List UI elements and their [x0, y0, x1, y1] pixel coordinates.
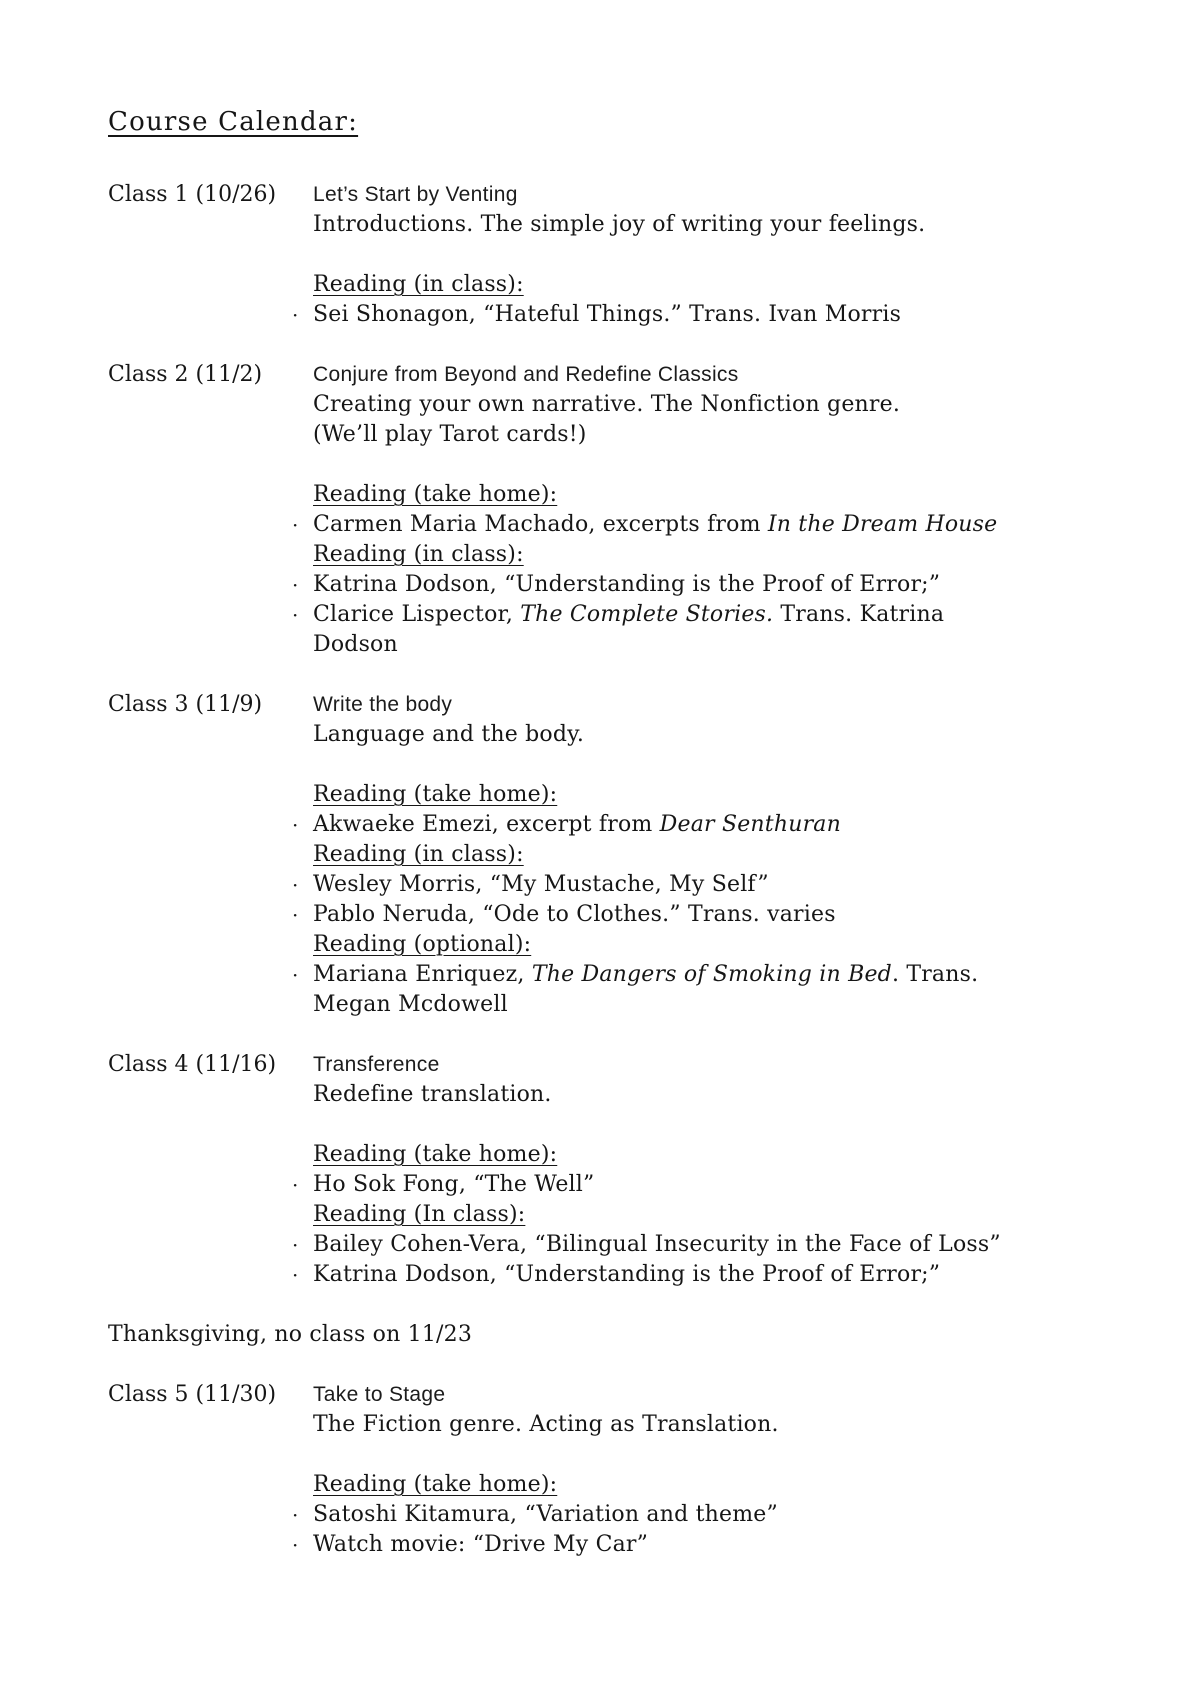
bullet-icon: · — [292, 1263, 299, 1287]
reading-item-text: . Trans. — [891, 962, 979, 987]
class-description: Language and the body. — [313, 722, 585, 747]
class-content — [292, 360, 1090, 660]
class-entry — [108, 180, 1090, 330]
reading-item — [292, 510, 1090, 540]
reading-item-text: Megan Mcdowell — [313, 992, 508, 1017]
blank-line — [313, 450, 1090, 480]
blank-line — [313, 1110, 1090, 1140]
class-entry — [108, 1380, 1090, 1560]
reading-heading: Reading (take home): — [313, 482, 558, 507]
reading-heading: Reading (in class): — [313, 272, 524, 297]
class-label: Class 3 (11/9) — [108, 692, 263, 717]
reading-item-line — [313, 810, 1090, 840]
reading-item-text: Watch movie: “Drive My Car” — [313, 1532, 649, 1557]
reading-item-line — [313, 990, 1090, 1020]
bullet-icon: · — [292, 1173, 299, 1197]
bullet-icon: · — [292, 903, 299, 927]
class-entry — [108, 360, 1090, 660]
reading-item-line — [313, 1260, 1090, 1290]
reading-item-text: Ho Sok Fong, “The Well” — [313, 1172, 595, 1197]
reading-heading: Reading (in class): — [313, 842, 524, 867]
reading-item — [292, 870, 1090, 900]
bullet-icon: · — [292, 873, 299, 897]
class-label: Class 4 (11/16) — [108, 1052, 277, 1077]
reading-item-text: Bailey Cohen-Vera, “Bilingual Insecurity in the Face of Loss” — [313, 1232, 1001, 1257]
reading-item-text: Akwaeke Emezi, excerpt from — [313, 812, 660, 837]
class-content — [292, 180, 1090, 330]
reading-item-text: Sei Shonagon, “Hateful Things.” Trans. Ivan Morris — [313, 302, 902, 327]
reading-item-line — [313, 570, 1090, 600]
italic-title-text: In the Dream House — [767, 512, 998, 537]
calendar-entries — [108, 180, 1090, 1560]
class-description: (We’ll play Tarot cards!) — [313, 422, 587, 447]
blank-line — [313, 240, 1090, 270]
class-content — [292, 1050, 1090, 1290]
reading-item — [292, 900, 1090, 930]
class-description: Redefine translation. — [313, 1082, 552, 1107]
bullet-icon: · — [292, 1233, 299, 1257]
blank-line — [313, 1440, 1090, 1470]
bullet-icon: · — [292, 1533, 299, 1557]
reading-item-text: Clarice Lispector, — [313, 602, 521, 627]
bullet-icon: · — [292, 1503, 299, 1527]
class-label: Class 5 (11/30) — [108, 1382, 277, 1407]
class-content — [292, 1380, 1090, 1560]
reading-item-text: Katrina Dodson, “Understanding is the Proof of Error;” — [313, 572, 941, 597]
class-session-title: Transference — [313, 1053, 440, 1076]
class-description: Introductions. The simple joy of writing your feelings. — [313, 212, 926, 237]
reading-heading: Reading (take home): — [313, 782, 558, 807]
reading-item-text: Pablo Neruda, “Ode to Clothes.” Trans. varies — [313, 902, 836, 927]
reading-item-line — [313, 900, 1090, 930]
reading-item-text: Katrina Dodson, “Understanding is the Proof of Error;” — [313, 1262, 941, 1287]
class-description: The Fiction genre. Acting as Translation. — [313, 1412, 779, 1437]
reading-item-text: Carmen Maria Machado, excerpts from — [313, 512, 768, 537]
class-description: Creating your own narrative. The Nonfiction genre. — [313, 392, 901, 417]
reading-heading: Reading (take home): — [313, 1472, 558, 1497]
class-session-title: Let’s Start by Venting — [313, 183, 518, 206]
bullet-icon: · — [292, 303, 299, 327]
reading-item — [292, 1260, 1090, 1290]
italic-title-text: The Complete Stories. — [520, 602, 774, 627]
reading-item-text: Trans. Katrina — [773, 602, 945, 627]
class-label: Class 1 (10/26) — [108, 182, 277, 207]
class-entry — [108, 1050, 1090, 1290]
reading-item-line — [313, 960, 1090, 990]
bullet-icon: · — [292, 603, 299, 627]
page-title-row — [108, 104, 1090, 140]
reading-heading: Reading (optional): — [313, 932, 532, 957]
class-session-title: Take to Stage — [313, 1383, 446, 1406]
page-title: Course Calendar: — [108, 107, 359, 137]
reading-item — [292, 600, 1090, 660]
blank-line — [313, 750, 1090, 780]
reading-heading: Reading (In class): — [313, 1202, 526, 1227]
reading-item — [292, 1500, 1090, 1530]
bullet-icon: · — [292, 513, 299, 537]
reading-item — [292, 1530, 1090, 1560]
reading-item — [292, 960, 1090, 1020]
reading-item-line — [313, 1500, 1090, 1530]
reading-item-text: Mariana Enriquez, — [313, 962, 532, 987]
class-entry — [108, 690, 1090, 1020]
bullet-icon: · — [292, 573, 299, 597]
reading-item — [292, 810, 1090, 840]
reading-item — [292, 300, 1090, 330]
reading-item — [292, 570, 1090, 600]
reading-item-text: Wesley Morris, “My Mustache, My Self” — [313, 872, 769, 897]
reading-item-line — [313, 1530, 1090, 1560]
reading-heading: Reading (take home): — [313, 1142, 558, 1167]
class-label: Class 2 (11/2) — [108, 362, 263, 387]
reading-item-text: Satoshi Kitamura, “Variation and theme” — [313, 1502, 778, 1527]
reading-item-line — [313, 870, 1090, 900]
reading-item-line — [313, 1170, 1090, 1200]
class-session-title: Write the body — [313, 693, 453, 716]
reading-item — [292, 1230, 1090, 1260]
reading-item-line — [313, 630, 1090, 660]
reading-item-line — [313, 300, 1090, 330]
italic-title-text: The Dangers of Smoking in Bed — [531, 962, 892, 987]
note-text: Thanksgiving, no class on 11/23 — [108, 1322, 473, 1347]
reading-heading: Reading (in class): — [313, 542, 524, 567]
reading-item-line — [313, 510, 1090, 540]
reading-item-text: Dodson — [313, 632, 398, 657]
bullet-icon: · — [292, 813, 299, 837]
bullet-icon: · — [292, 963, 299, 987]
class-session-title: Conjure from Beyond and Redefine Classics — [313, 363, 739, 386]
class-content — [292, 690, 1090, 1020]
italic-title-text: Dear Senthuran — [659, 812, 841, 837]
reading-item — [292, 1170, 1090, 1200]
reading-item-line — [313, 1230, 1090, 1260]
reading-item-line — [313, 600, 1090, 630]
